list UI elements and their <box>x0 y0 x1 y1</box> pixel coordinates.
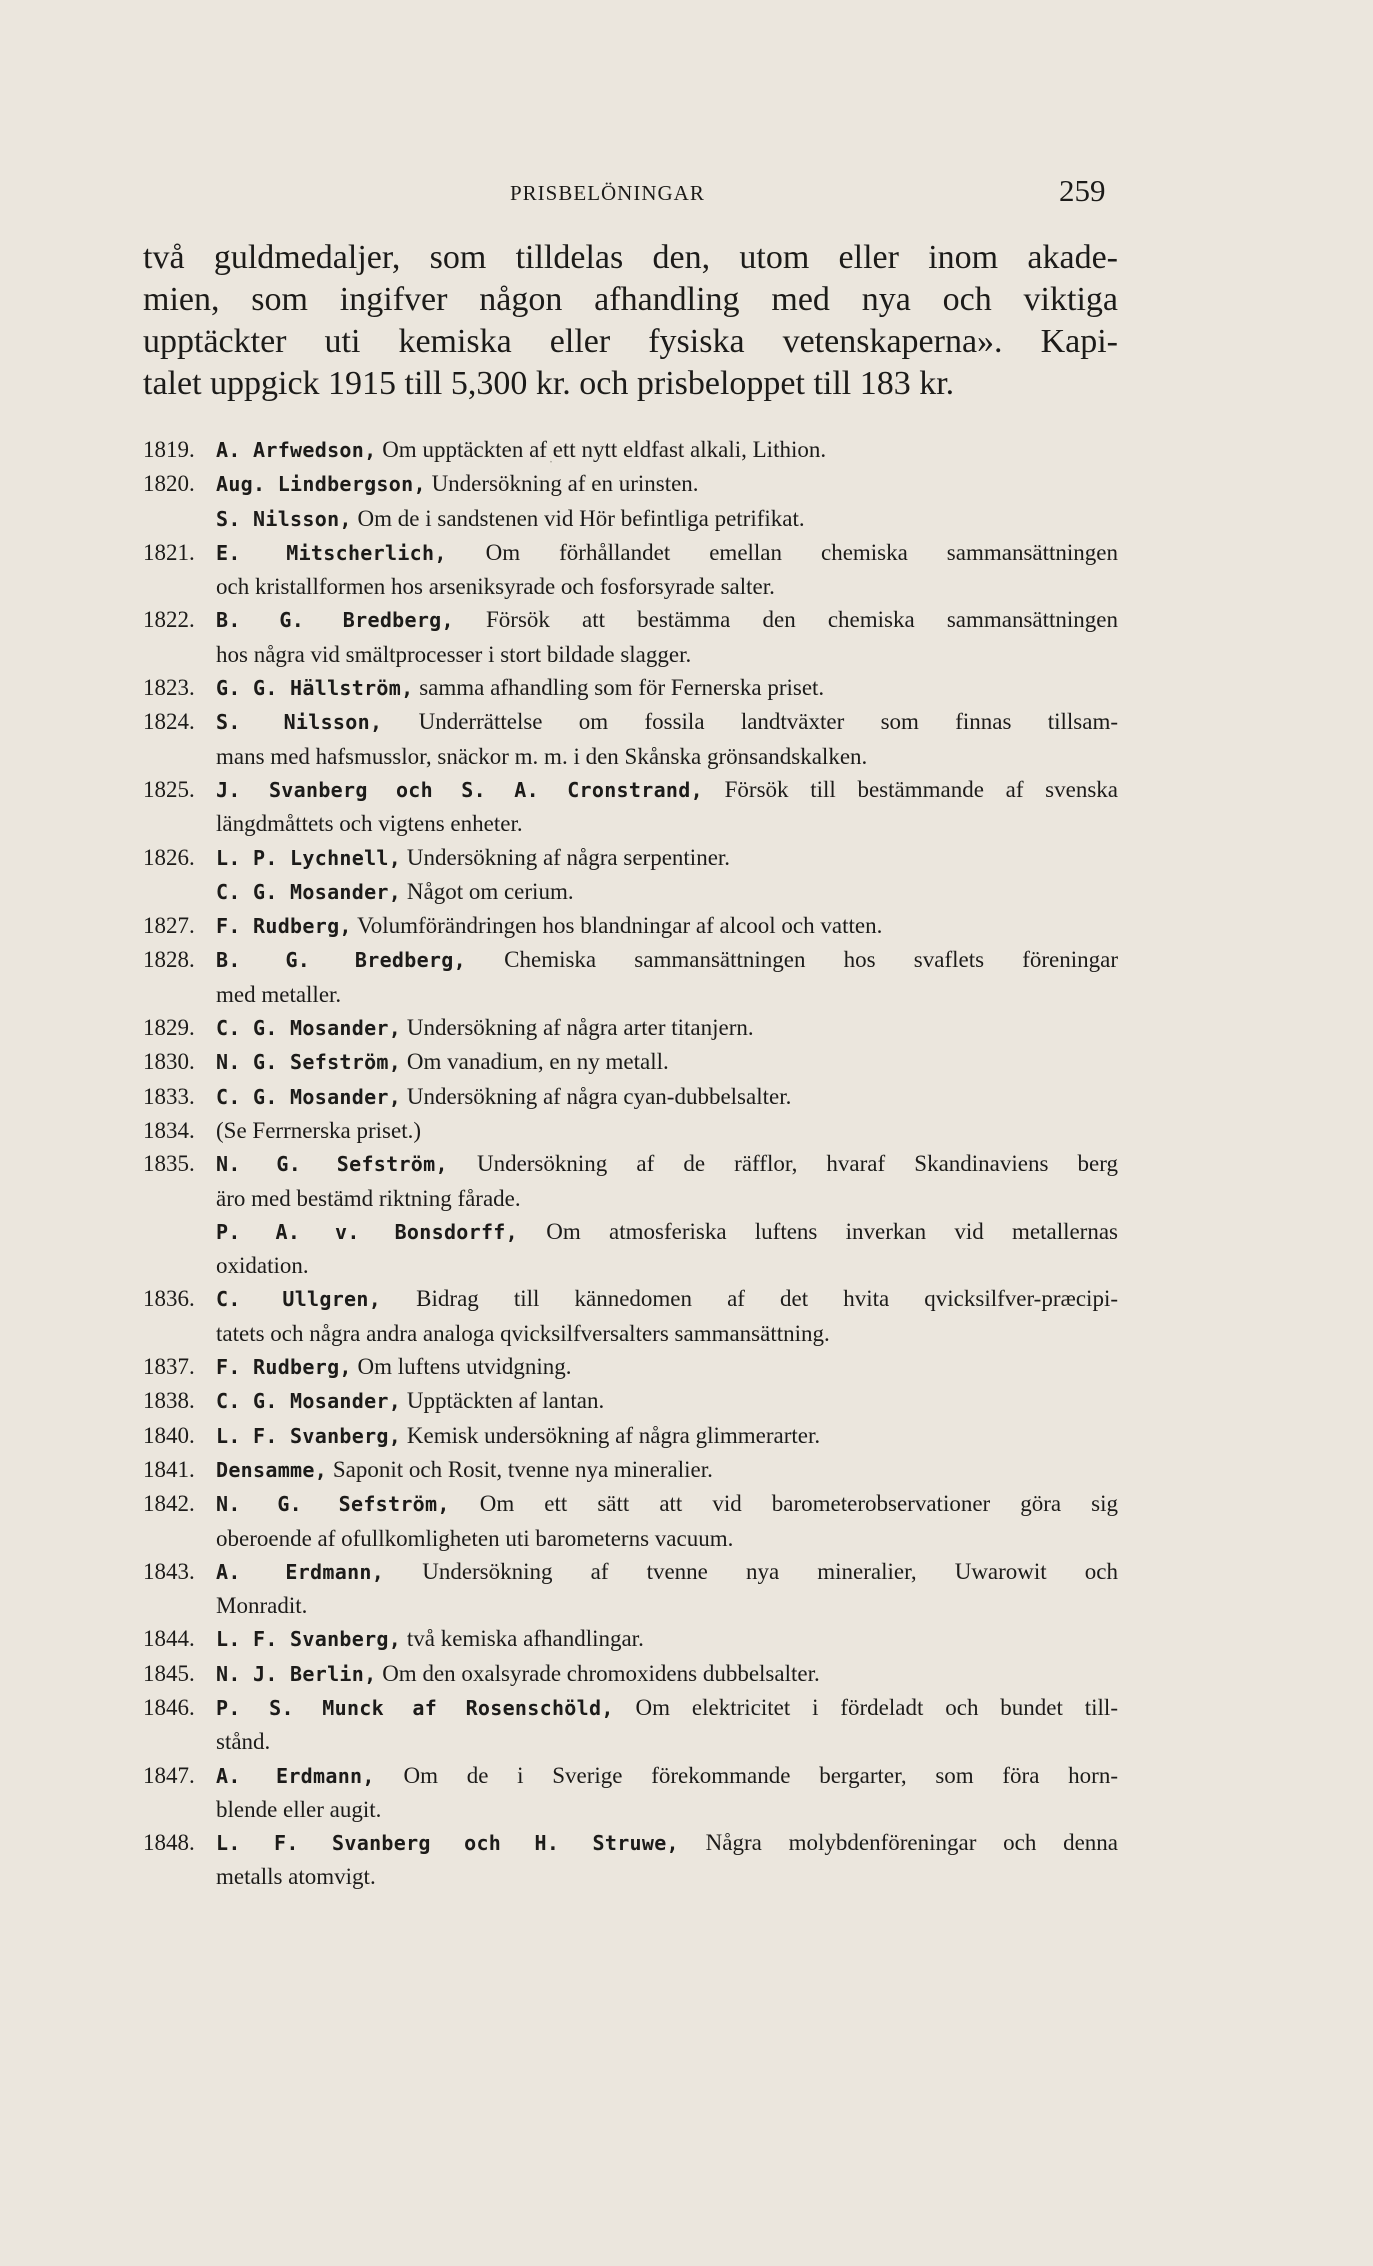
entry-text: Undersökning af några serpentiner. <box>401 844 731 870</box>
entry-text: stånd. <box>216 1729 271 1755</box>
entry-text: Om upptäckten af ett nytt eldfast alkali, Lithion. <box>376 437 827 462</box>
entry-line <box>216 943 1118 977</box>
prize-entry <box>143 1759 1118 1827</box>
author-name: C. G. Mosander, <box>216 1016 402 1041</box>
entry-line <box>216 1080 1118 1114</box>
entry-line <box>216 570 1118 603</box>
entry-year: 1829. <box>143 1015 195 1041</box>
entry-text: Undersökning af en urinsten. <box>425 471 699 497</box>
author-name: N. G. Sefström, <box>216 1050 402 1075</box>
entry-text: Försök att bestämma den chemiska sammansättningen <box>453 607 1119 633</box>
entry-year: 1836. <box>143 1286 195 1312</box>
author-name: N. G. Sefström, <box>216 1492 450 1517</box>
entry-body <box>216 1691 1118 1759</box>
entry-line <box>216 1826 1118 1860</box>
entry-year: 1823. <box>143 675 195 701</box>
author-name: P. S. Munck af Rosenschöld, <box>216 1695 614 1720</box>
entry-year: 1819. <box>143 437 195 462</box>
author-name: C. Ullgren, <box>216 1287 382 1312</box>
entry-text: Om elektricitet i fördeladt och bundet till- <box>613 1694 1118 1720</box>
prize-entry <box>143 1691 1118 1759</box>
author-name: A. Erdmann, <box>216 1763 375 1788</box>
entry-year <box>143 502 216 536</box>
prize-entry <box>143 1147 1118 1215</box>
entry-body <box>216 875 1118 909</box>
author-name: F. Rudberg, <box>216 914 352 939</box>
entry-line <box>216 1419 1118 1453</box>
entry-text: Försök till bestämmande af svenska <box>702 776 1118 802</box>
entry-text: blende eller augit. <box>216 1796 382 1822</box>
author-name: C. G. Mosander, <box>216 1084 402 1109</box>
entry-text: och kristallformen hos arseniksyrade och fosforsyrade salter. <box>216 574 775 600</box>
intro-line: två guldmedaljer, som tilldelas den, utom eller inom akade- <box>143 239 1118 276</box>
entry-body <box>216 1419 1118 1453</box>
entry-line <box>216 1555 1118 1589</box>
author-name: S. Nilsson, <box>216 506 352 531</box>
prize-entry <box>143 1657 1118 1691</box>
author-name: N. J. Berlin, <box>216 1661 377 1686</box>
entry-line <box>216 978 1118 1011</box>
author-name: E. Mitscherlich, <box>216 540 447 565</box>
running-head: PRISBELÖNINGAR <box>510 181 705 205</box>
prize-entry <box>143 1114 1118 1147</box>
entry-line <box>216 1317 1118 1350</box>
prize-entry <box>143 1045 1118 1079</box>
entry-year: 1827. <box>143 913 195 939</box>
entry-text: Några molybdenföreningar och denna <box>678 1830 1118 1856</box>
entry-body <box>216 1759 1118 1827</box>
entry-body <box>216 671 1118 705</box>
entry-year: 1825. <box>143 776 195 802</box>
entry-line <box>216 1114 1118 1147</box>
entry-year: 1822. <box>143 607 195 633</box>
entry-year: 1821. <box>143 539 195 565</box>
entry-line <box>216 1487 1118 1521</box>
intro-paragraph <box>143 237 1118 405</box>
prize-entry <box>143 467 1118 501</box>
prize-entry <box>143 943 1118 1011</box>
entry-year: 1824. <box>143 709 195 735</box>
entry-year: 1842. <box>143 1491 195 1517</box>
author-name: L. P. Lychnell, <box>216 845 402 870</box>
entry-body <box>216 1350 1118 1384</box>
entry-line <box>216 1793 1118 1826</box>
author-name: F. Rudberg, <box>216 1355 352 1380</box>
entry-line <box>216 433 1118 467</box>
entry-line <box>216 536 1118 570</box>
entry-year: 1848. <box>143 1830 195 1856</box>
entry-text: (Se Ferrnerska priset.) <box>216 1117 422 1143</box>
entry-text: äro med bestämd riktning fårade. <box>216 1185 521 1211</box>
entry-body <box>216 943 1118 1011</box>
author-name: B. G. Bredberg, <box>216 948 466 973</box>
entry-text: Bidrag till kännedomen af det hvita qvicksilfver-præcipi- <box>381 1286 1118 1312</box>
entry-line <box>216 1759 1118 1793</box>
entry-body <box>216 1147 1118 1215</box>
entry-text: Volumförändringen hos blandningar af alcool och vatten. <box>351 913 883 939</box>
entry-text: Om de i Sverige förekommande bergarter, som föra horn- <box>374 1762 1118 1788</box>
entry-body <box>216 1045 1118 1079</box>
entry-body <box>216 467 1118 501</box>
author-name: Aug. Lindbergson, <box>216 472 426 497</box>
entry-line <box>216 875 1118 909</box>
entry-text: samma afhandling som för Fernerska priset. <box>413 675 825 701</box>
page-number: 259 <box>1059 173 1106 208</box>
entry-line <box>216 467 1118 501</box>
author-name: G. G. Hällström, <box>216 676 414 701</box>
entry-year: 1838. <box>143 1388 195 1414</box>
prize-entry <box>143 1555 1118 1623</box>
entry-text: två kemiska afhandlingar. <box>401 1626 644 1652</box>
entry-text: Upptäckten af lantan. <box>401 1388 605 1414</box>
entry-line <box>216 705 1118 739</box>
prize-entry <box>143 1215 1118 1283</box>
prize-entry <box>143 1622 1118 1656</box>
prize-entry <box>143 1080 1118 1114</box>
entry-year: 1820. <box>143 471 195 497</box>
entry-line <box>216 1011 1118 1045</box>
entry-body <box>216 502 1118 536</box>
entry-line <box>216 671 1118 705</box>
entry-text: Chemiska sammansättningen hos svaflets föreningar <box>465 947 1118 973</box>
prize-entry <box>143 603 1118 671</box>
entry-line <box>216 773 1118 807</box>
prize-list <box>143 433 1118 1894</box>
entry-line <box>216 1249 1118 1282</box>
author-name: A. Erdmann, <box>216 1559 385 1584</box>
prize-entry <box>143 502 1118 536</box>
entry-line <box>216 1860 1118 1893</box>
entry-body <box>216 1622 1118 1656</box>
entry-text: tatets och några andra analoga qvicksilfversalters sammansättning. <box>216 1320 830 1346</box>
entry-line <box>216 502 1118 536</box>
entry-year: 1837. <box>143 1354 195 1380</box>
entry-text: Undersökning af några arter titanjern. <box>401 1015 754 1041</box>
entry-body <box>216 773 1118 841</box>
entry-line <box>216 1657 1118 1691</box>
entry-text: oxidation. <box>216 1253 309 1279</box>
entry-year: 1840. <box>143 1422 195 1448</box>
entry-text: Kemisk undersökning af några glimmerarter. <box>401 1422 821 1448</box>
entry-year: 1835. <box>143 1151 195 1177</box>
entry-year: 1830. <box>143 1049 195 1075</box>
entry-line <box>216 603 1118 637</box>
prize-entry <box>143 909 1118 943</box>
prize-entry <box>143 1384 1118 1418</box>
author-name: S. Nilsson, <box>216 710 383 735</box>
entry-year: 1833. <box>143 1083 195 1109</box>
prize-entry <box>143 1419 1118 1453</box>
entry-line <box>216 1182 1118 1215</box>
entry-year: 1844. <box>143 1626 195 1652</box>
author-name: A. Arfwedson, <box>216 438 377 462</box>
prize-entry <box>143 536 1118 604</box>
entry-body <box>216 705 1118 773</box>
entry-line <box>216 807 1118 840</box>
entry-body <box>216 1215 1118 1283</box>
entry-text: med metaller. <box>216 981 342 1007</box>
prize-entry <box>143 671 1118 705</box>
intro-line: talet uppgick 1915 till 5,300 kr. och prisbeloppet till 183 kr. <box>143 365 955 402</box>
entry-year: 1841. <box>143 1456 195 1482</box>
entry-body <box>216 1487 1118 1555</box>
entry-text: Om atmosferiska luftens inverkan vid metallernas <box>518 1218 1118 1244</box>
entry-body <box>216 1080 1118 1114</box>
prize-entry <box>143 705 1118 773</box>
prize-entry <box>143 1826 1118 1894</box>
entry-year: 1834. <box>143 1117 195 1143</box>
entry-body <box>216 1453 1118 1487</box>
entry-line <box>216 638 1118 671</box>
author-name: C. G. Mosander, <box>216 879 402 904</box>
entry-text: Saponit och Rosit, tvenne nya mineralier. <box>327 1456 713 1482</box>
author-name: L. F. Svanberg, <box>216 1627 402 1652</box>
author-name: Densamme, <box>216 1457 328 1482</box>
entry-body <box>216 909 1118 943</box>
entry-line <box>216 909 1118 943</box>
entry-year: 1843. <box>143 1558 195 1584</box>
author-name: L. F. Svanberg och H. Struwe, <box>216 1831 679 1856</box>
entry-text: Underrättelse om fossila landtväxter som finnas tillsam- <box>382 709 1118 735</box>
entry-body <box>216 1282 1118 1350</box>
entry-year: 1847. <box>143 1762 195 1788</box>
entry-line <box>216 841 1118 875</box>
entry-text: oberoende af ofullkomligheten uti barometerns vacuum. <box>216 1525 734 1551</box>
entry-line <box>216 1725 1118 1758</box>
entry-year <box>143 875 216 909</box>
intro-line: mien, som ingifver någon afhandling med nya och viktiga <box>143 281 1118 318</box>
author-name: P. A. v. Bonsdorff, <box>216 1219 518 1244</box>
prize-entry <box>143 1487 1118 1555</box>
entry-body <box>216 536 1118 604</box>
author-name: J. Svanberg och S. A. Cronstrand, <box>216 777 703 802</box>
entry-body <box>216 1114 1118 1147</box>
entry-body <box>216 603 1118 671</box>
entry-line <box>216 1622 1118 1656</box>
entry-text: Undersökning af tvenne nya mineralier, Uwarowit och <box>384 1558 1118 1584</box>
prize-entry <box>143 1453 1118 1487</box>
entry-line <box>216 1522 1118 1555</box>
entry-line <box>216 1384 1118 1418</box>
entry-text: Om vanadium, en ny metall. <box>401 1049 669 1075</box>
entry-text: hos några vid smältprocesser i stort bildade slagger. <box>216 641 692 667</box>
entry-year: 1845. <box>143 1660 195 1686</box>
author-name: N. G. Sefström, <box>216 1152 448 1177</box>
author-name: C. G. Mosander, <box>216 1389 402 1414</box>
entry-body <box>216 1011 1118 1045</box>
entry-year <box>143 1215 216 1283</box>
prize-entry <box>143 433 1118 467</box>
intro-line: upptäckter uti kemiska eller fysiska vetenskaperna». Kapi- <box>143 323 1118 360</box>
entry-line <box>216 1215 1118 1249</box>
entry-year: 1846. <box>143 1694 195 1720</box>
prize-entry <box>143 773 1118 841</box>
author-name: L. F. Svanberg, <box>216 1423 402 1448</box>
entry-text: Om ett sätt att vid barometerobservationer göra sig <box>449 1491 1118 1517</box>
entry-line <box>216 740 1118 773</box>
entry-body <box>216 433 1118 467</box>
entry-text: mans med hafsmusslor, snäckor m. m. i den Skånska grönsandskalken. <box>216 743 868 769</box>
entry-body <box>216 1555 1118 1623</box>
entry-text: Undersökning af de räfflor, hvaraf Skandinaviens berg <box>447 1151 1118 1177</box>
entry-text: Om de i sandstenen vid Hör befintliga petrifikat. <box>351 505 805 531</box>
entry-line <box>216 1147 1118 1181</box>
entry-line <box>216 1045 1118 1079</box>
entry-text: Om den oxalsyrade chromoxidens dubbelsalter. <box>376 1660 820 1686</box>
entry-text: metalls atomvigt. <box>216 1864 376 1890</box>
entry-line <box>216 1350 1118 1384</box>
prize-entry <box>143 1282 1118 1350</box>
prize-entry <box>143 1011 1118 1045</box>
entry-text: Något om cerium. <box>401 878 574 904</box>
prize-entry <box>143 841 1118 875</box>
entry-year: 1826. <box>143 844 195 870</box>
entry-body <box>216 1826 1118 1894</box>
entry-text: Monradit. <box>216 1593 308 1619</box>
entry-text: Om luftens utvidgning. <box>351 1354 572 1380</box>
entry-line <box>216 1589 1118 1622</box>
prize-entry <box>143 1350 1118 1384</box>
prize-entry <box>143 875 1118 909</box>
entry-text: Om förhållandet emellan chemiska sammansättningen <box>446 539 1118 565</box>
entry-line <box>216 1453 1118 1487</box>
entry-body <box>216 841 1118 875</box>
entry-line <box>216 1282 1118 1316</box>
author-name: B. G. Bredberg, <box>216 608 454 633</box>
entry-text: längdmåttets och vigtens enheter. <box>216 811 523 837</box>
entry-year: 1828. <box>143 947 195 973</box>
entry-body <box>216 1384 1118 1418</box>
entry-line <box>216 1691 1118 1725</box>
entry-body <box>216 1657 1118 1691</box>
entry-text: Undersökning af några cyan-dubbelsalter. <box>401 1083 792 1109</box>
